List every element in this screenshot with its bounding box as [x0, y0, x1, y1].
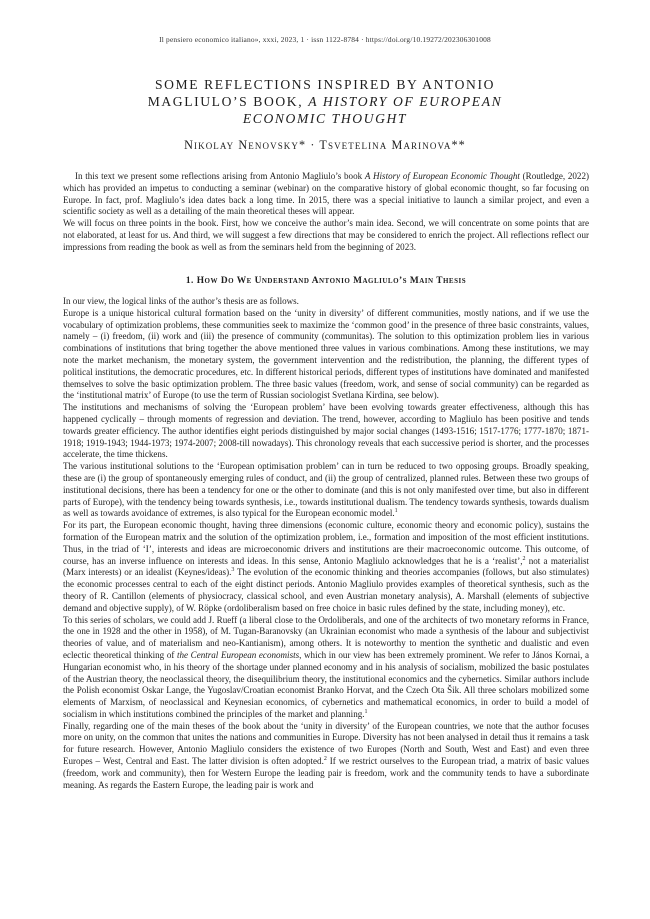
- footnote-ref-1[interactable]: 1: [394, 508, 398, 515]
- central-european-economists-italic: the Central European economists: [177, 649, 300, 660]
- title-line-2: MAGLIULO’S BOOK,: [147, 93, 309, 109]
- intro-p1-text-a: In this text we present some reflections arising from Antonio Magliulo’s book: [75, 171, 365, 181]
- paragraph-5-text-b: not a materialist (Marx interests) or an idealist (Keynes/ideas).: [63, 555, 589, 578]
- authors-line: Nikolay Nenovsky* · Tsvetelina Marinova**: [184, 138, 466, 152]
- title-book-italic-2: ECONOMIC THOUGHT: [242, 110, 408, 126]
- footnote-ref-1b[interactable]: 1: [364, 708, 368, 715]
- section-heading: 1. How Do We Understand Antonio Magliulo’s Main Thesis: [185, 276, 467, 286]
- paragraph-7-text-b: If we restrict ourselves to the European triad, a matrix of basic values (freedom, work and community), then for Western Europe the leading pair is freedom, work and the community tends to have a subordinate meaning. As regards the Eastern Europe, the leading pair is work and: [63, 756, 589, 790]
- section-paragraph-2: Europe is a unique historical cultural formation based on the ‘unity in diversity’ of different communities, mostly nations, and if we use the vocabulary of optimization problems, these communities seek to maximize the ‘common good’ in the presence of three basic constraints, values, namely – (i) freedom, (ii) work and (iii) the presence of community (communitas). The solution to this optimization problem lies in various combinations of institutions that bring together the above mentioned three values in various combinations. Among these institutions, we may note the market mechanism, the monetary system, the government intervention and the redistribution, the planning, the different types of political institutions, the democratic procedures, etc. In different historical periods, different types of institutions have dominated and manifested themselves to solve the basic optimization problem. The three basic values (freedom, work, and sense of social community) can be regarded as the ‘institutional matrix’ of Europe (to use the term of Russian sociologist Svetlana Kirdina, see below).: [63, 307, 589, 401]
- paragraph-6-text-b: , which in our view has been extremely prominent. We refer to János Kornai, a Hungarian economist who, in his theory of the shortage under planned economy and in his analysis of socialism, mobilized the basic postulates of the Austrian theory, the neoclassical theory, the disequilibrium theory, the institutional economics and the cybernetics. Similar authors include the Polish economist Oskar Lange, the Yugoslav/Croatian economist Branko Horvat, and the Czech Ota Šik. All three scholars mobilized some elements of Marxism, of neoclassical and Keynesian economics, of cybernetics and mathematical economics, in order to build a model of socialism in which institutions combined the principles of the market and planning.: [63, 649, 589, 719]
- section-paragraph-6: [63, 615, 589, 721]
- section-paragraph-3: The institutions and mechanisms of solving the ‘European problem’ have been evolving towards greater effectiveness, although this has happened cyclically – through moments of regression and deviation. The trend, however, according to Magliulo has been positive and tends towards greater efficiency. The author identifies eight periods distinguished by major social changes (1493-1516; 1517-1776; 1777-1870; 1871-1918; 1919-1943; 1944-1973; 1974-2007; 2008-till nowadays). This chronology reveals that each successive period is shorter, and the processes accelerate, the time thickens.: [63, 402, 589, 460]
- section-paragraph-1: In our view, the logical links of the author’s thesis are as follows.: [63, 296, 299, 306]
- intro-section: [63, 171, 589, 254]
- footnote-ref-2[interactable]: 2: [522, 555, 526, 562]
- paragraph-6-text-a: To this series of scholars, we could add J. Rueff (a liberal close to the Ordoliberals, and one of the architects of two monetary reforms in France, the one in 1928 and the other in 1958), of M. Tugan-Baranovsky (an Ukrainian economist who made a synthesis of the labour and subjectivist theories of value, and of materialism and neo-Kantianism), among others. It is noteworthy to mention the synthetic and dualistic and even eclectic theoretical thinking of: [63, 614, 589, 660]
- intro-p1-text-b: (Routledge, 2022) which has provided an impetus to conducting a seminar (webinar) on the comparative history of global economic thought, so far focusing on Europe. In fact, prof. Magliulo’s idea dates back a long time. In 2015, there was a special initiative to launch a similar project, and even a scientific society as well as a detailing of the main theoretical theses will appear.: [63, 171, 589, 217]
- paragraph-5-text-c: The evolution of the economic thinking and theories accompanies (follows, but also stimulates) the economic processes central to each of the eight distinct periods. Antonio Magliulo provides examples of theoretical synthesis, such as the theory of R. Cantillon (elements of physiocracy, classical school, and even Austrian monetary analysis), A. Marshall (elements of subjective demand and objective supply), of W. Röpke (ordoliberalism based on free choice in basic rules defined by the state, including money), etc.: [63, 567, 589, 613]
- footnote-ref-2b[interactable]: 2: [323, 756, 327, 763]
- title-book-italic-1: A HISTORY OF EUROPEAN: [308, 93, 503, 109]
- paragraph-4-text: The various institutional solutions to the ‘European optimisation problem’ can in turn be reduced to two opposing groups. Broadly speaking, these are (i) the group of spontaneously emerging rules of conduct, and (ii) the group of centralized, planned rules. Between these two groups of institutional decisions, there has been a tendency for one or the other to dominate (and this is not only manifested over time, but also in different parts of Europe), with the tendency being towards synthesis, i.e., towards institutional dualism. The tendency towards synthesis, towards dualism as well as towards avoidance of extremes, is also typical for the European economic model.: [63, 461, 589, 519]
- paragraph-5-text-a: For its part, the European economic thought, having three dimensions (economic culture, economic theory and economic policy), sustains the formation of the European matrix and the solution of the optimization problem, i.e., formation and imposition of the most efficient institutions. Thus, in the triad of ‘I’, interests and ideas are microeconomic drivers and institutions are their macroeconomic outcome. This outcome, of course, has an inverse influence on interests and ideas. In this sense, Antonio Magliulo acknowledges that he is a ‘realist’,: [63, 520, 589, 566]
- title-line-1: SOME REFLECTIONS INSPIRED BY ANTONIO: [154, 77, 496, 92]
- intro-paragraph-2: We will focus on three points in the book. First, how we conceive the author’s main idea. Second, we will concentrate on some points that are not elaborated, at least for us. And third, we will suggest a few directions that may be considered to enrich the project. All reflections reflect our impressions from reading the book as well as from the seminars held from the beginning of 2023.: [63, 218, 589, 252]
- intro-paragraph-1: [63, 171, 589, 218]
- footnote-ref-3[interactable]: 3: [231, 567, 235, 574]
- section-paragraph-7: [63, 721, 589, 792]
- book-title-italic: A History of European Economic Thought: [364, 171, 520, 181]
- section-paragraph-5: [63, 520, 589, 614]
- article-title: [100, 77, 550, 127]
- running-header: Il pensiero economico italiano», xxxi, 2023, 1 · issn 1122-8784 · https://doi.org/10.19272/202306301008: [159, 35, 491, 44]
- section-paragraph-4: [63, 461, 589, 520]
- section-1-body: [63, 296, 589, 791]
- paragraph-7-text-a: Finally, regarding one of the main theses of the book about the ‘unity in diversity’ of the European countries, we note that the author focuses more on unity, on the common that unites the nations and communities in Europe. Diversity has not been analysed in detail thus it remains a task for future research. However, Antonio Magliulo considers the existence of two Europes (North and South, West and East) and even three Europes – West, Central and East. The latter division is often adopted.: [63, 720, 589, 767]
